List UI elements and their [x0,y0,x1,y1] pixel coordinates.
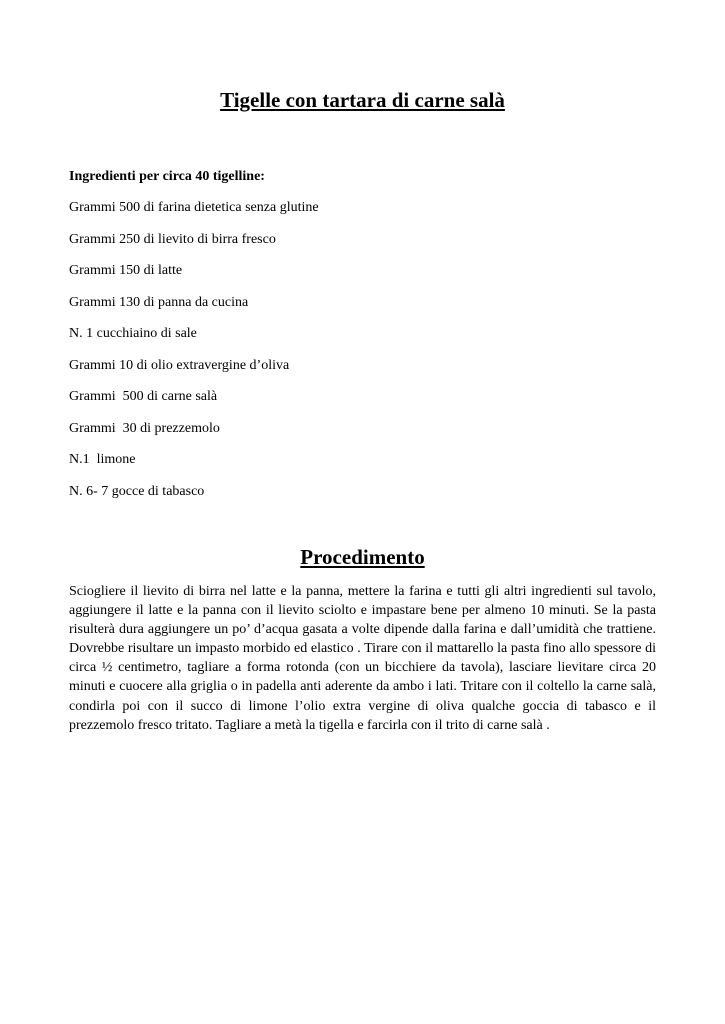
ingredients-list [69,199,319,514]
procedure-paragraph: Sciogliere il lievito di birra nel latte e la panna, mettere la farina e tutti gli altri ingredienti sul tavolo, aggiungere il latte e la panna con il lievito sciolto e impastare bene per almeno 10 minuti. Se la pasta risulterà dura aggiungere un po’ d’acqua gasata a volte dipende dalla farina e dall’umidità che trattiene. Dovrebbe risultare un impasto morbido ed elastico . Tirare con il mattarello la pasta fino allo spessore di circa ½ centimetro, tagliare a forma rotonda (con un bicchiere da tavola), lasciare lievitare circa 20 minuti e cuocere alla griglia o in padella anti aderente da ambo i lati. Tritare con il coltello la carne salà, condirla poi con il succo di limone l’olio extra vergine di oliva qualche goccia di tabasco e il prezzemolo fresco tritato. Tagliare a metà la tigella e farcirla con il trito di carne salà . [69,584,656,733]
ingredients-heading: Ingredienti per circa 40 tigelline: [69,169,265,184]
ingredient-item: N.1 limone [69,452,136,467]
ingredient-item: Grammi 10 di olio extravergine d’oliva [69,357,290,373]
ingredient-item: N. 1 cucchiaino di sale [69,326,197,341]
ingredient-item: Grammi 30 di prezzemolo [69,420,220,436]
ingredient-item: Grammi 130 di panna da cucina [69,294,249,310]
procedure-heading: Procedimento [300,545,425,569]
ingredient-item: Grammi 250 di lievito di birra fresco [69,231,276,247]
ingredient-item: Grammi 500 di carne salà [69,389,218,404]
ingredient-item: N. 6- 7 gocce di tabasco [69,483,205,499]
ingredient-item: Grammi 150 di latte [69,263,183,278]
recipe-title: Tigelle con tartara di carne salà [220,88,505,112]
ingredient-item: Grammi 500 di farina dietetica senza glutine [69,200,319,215]
